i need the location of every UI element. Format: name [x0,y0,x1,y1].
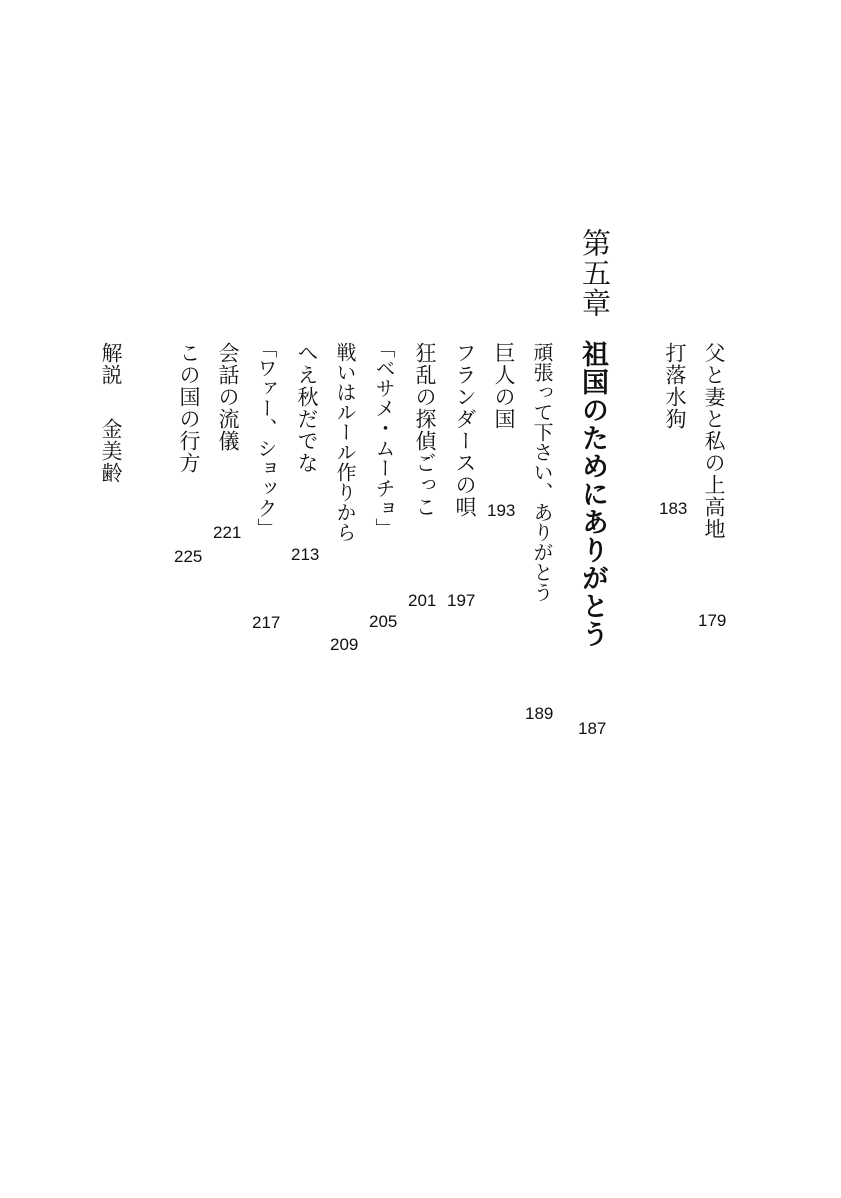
toc-entry-title: 父と妻と私の上高地 [702,342,726,540]
toc-entry-title: 打落水狗 [663,342,687,430]
toc-entry-page: 209 [330,635,359,654]
toc-entry-page: 179 [698,611,727,630]
toc-entry-title: 戦いはルール作りから [333,342,357,542]
toc-entry-title: へえ秋だでな [295,342,319,474]
chapter-label: 第五章 [578,228,612,318]
toc-entry-page: 189 [525,704,554,723]
toc-entry-title: この国の行方 [177,342,201,474]
toc-entry-title: 会話の流儀 [216,342,240,452]
toc-entry-page: 183 [659,499,688,518]
toc-entry-page: 221 [213,523,242,542]
toc-entry-page: 193 [487,501,516,520]
section-heading: 祖国のためにありがとう [577,340,608,648]
section-heading-page: 187 [578,719,607,738]
toc-entry-title: 狂乱の探偵ごっこ [413,342,437,518]
toc-entry-page: 213 [291,545,320,564]
toc-entry-page: 205 [369,612,398,631]
toc-entry-title: 「ワァー、ショック」 [254,338,278,538]
commentary-label: 解説 [99,342,123,386]
toc-entry-title: 頑張って下さい、ありがとう [530,342,554,602]
toc-entry-page: 197 [447,591,476,610]
commentary-author: 金美齢 [99,418,123,484]
toc-entry-page: 201 [408,591,437,610]
toc-entry-title: 「ベサメ・ムーチョ」 [372,338,396,538]
toc-entry-page: 217 [252,613,281,632]
toc-entry-page: 225 [174,547,203,566]
toc-entry-title: フランダースの唄 [453,342,477,518]
toc-entry-title: 巨人の国 [492,342,516,430]
